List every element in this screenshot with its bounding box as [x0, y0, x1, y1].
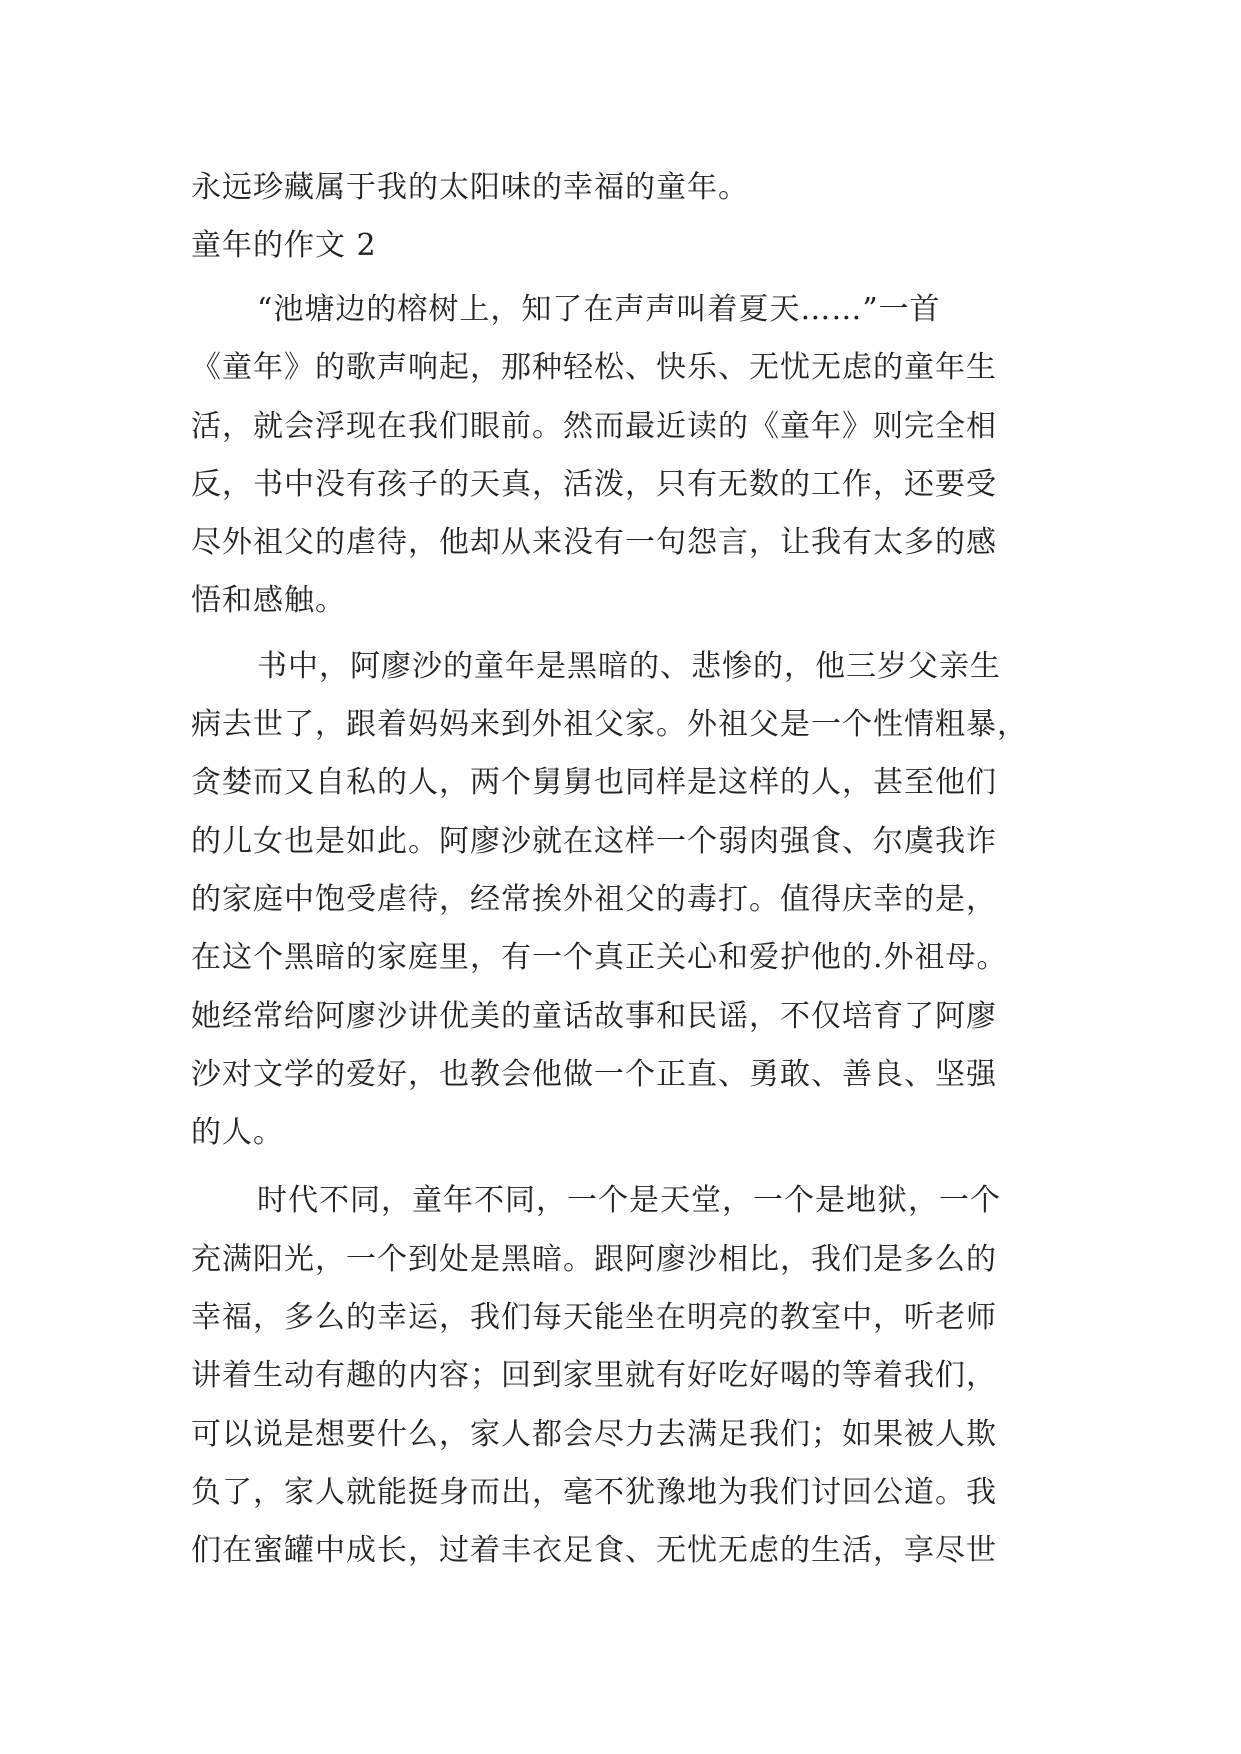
paragraph-line: 的人。 [191, 1115, 284, 1151]
paragraph-line: 沙对文学的爱好，也教会他做一个正直、勇敢、善良、坚强 [191, 1056, 997, 1092]
paragraph-1 [191, 281, 1051, 631]
paragraph-line: 负了，家人就能挺身而出，毫不犹豫地为我们讨回公道。我 [191, 1474, 997, 1510]
paragraph-line: 悟和感触。 [191, 583, 346, 619]
paragraph-line: “池塘边的榕树上，知了在声声叫着夏天……”一首 [257, 292, 941, 327]
paragraph-line: 的家庭中饱受虐待，经常挨外祖父的毒打。值得庆幸的是， [191, 881, 997, 917]
paragraph-line: 时代不同，童年不同，一个是天堂，一个是地狱，一个 [257, 1183, 1001, 1219]
paragraph-2 [191, 638, 1051, 1163]
paragraph-line: 的儿女也是如此。阿廖沙就在这样一个弱肉强食、尔虞我诈 [191, 823, 997, 859]
paragraph-line: 书中，阿廖沙的童年是黑暗的、悲惨的，他三岁父亲生 [257, 648, 1001, 684]
closing-sentence: 永远珍藏属于我的太阳味的幸福的童年。 [191, 170, 749, 205]
paragraph-line: 她经常给阿廖沙讲优美的童话故事和民谣，不仅培育了阿廖 [191, 998, 997, 1034]
paragraph-line: 可以说是想要什么，家人都会尽力去满足我们；如果被人欺 [191, 1416, 997, 1452]
paragraph-line: 活，就会浮现在我们眼前。然而最近读的《童年》则完全相 [191, 408, 997, 444]
document-body [191, 159, 1051, 1581]
paragraph-line: 尽外祖父的虐待，他却从来没有一句怨言，让我有太多的感 [191, 525, 997, 561]
paragraph-line: 在这个黑暗的家庭里，有一个真正关心和爱护他的.外祖母。 [191, 940, 1008, 976]
paragraph-line: 病去世了，跟着妈妈来到外祖父家。外祖父是一个性情粗暴， [191, 707, 1028, 743]
paragraph-line: 幸福，多么的幸运，我们每天能坐在明亮的教室中，听老师 [191, 1300, 997, 1336]
paragraph-line: 讲着生动有趣的内容；回到家里就有好吃好喝的等着我们， [191, 1358, 997, 1394]
paragraph-line: 反，书中没有孩子的天真，活泼，只有无数的工作，还要受 [191, 466, 997, 502]
paragraph-line: 贪婪而又自私的人，两个舅舅也同样是这样的人，甚至他们 [191, 765, 997, 801]
essay-heading: 童年的作文 2 [191, 228, 377, 263]
paragraph-line: 充满阳光，一个到处是黑暗。跟阿廖沙相比，我们是多么的 [191, 1241, 997, 1277]
paragraph-3 [191, 1172, 1051, 1580]
paragraph-line: 们在蜜罐中成长，过着丰衣足食、无忧无虑的生活，享尽世 [191, 1533, 997, 1569]
paragraph-line: 《童年》的歌声响起，那种轻松、快乐、无忧无虑的童年生 [191, 350, 997, 386]
